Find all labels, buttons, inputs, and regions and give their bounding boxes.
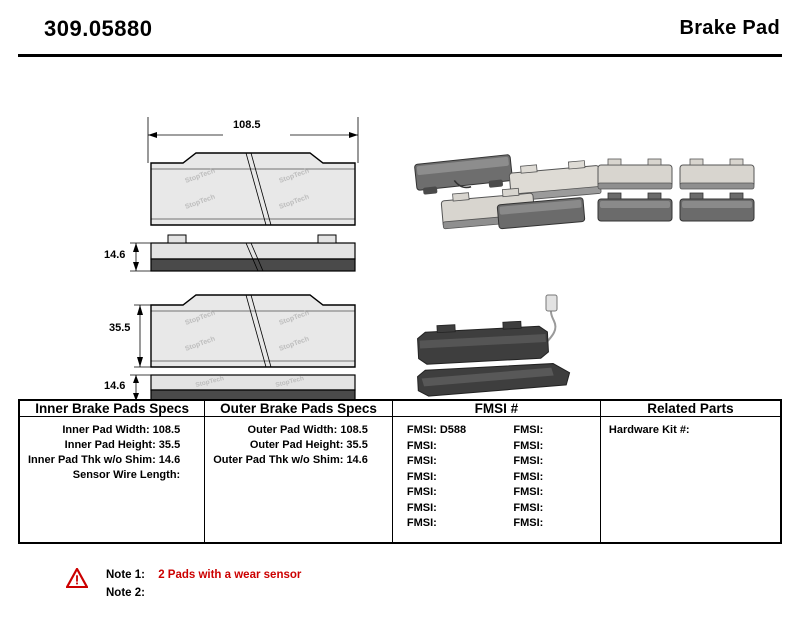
dimension-mid-height: 35.5 — [109, 322, 131, 334]
svg-text:StopTech: StopTech — [184, 309, 217, 327]
fmsi-entry: FMSI: — [513, 517, 544, 529]
column-header-fmsi: FMSI # — [392, 400, 600, 417]
fmsi-entry: FMSI: — [513, 455, 544, 467]
warning-icon — [66, 568, 88, 588]
spec-inner-thickness: Inner Pad Thk w/o Shim: 14.6 — [28, 454, 181, 466]
spec-outer-width: Outer Pad Width: 108.5 — [247, 424, 368, 436]
cell-related-parts — [600, 417, 781, 543]
spec-inner-width: Inner Pad Width: 108.5 — [62, 424, 181, 436]
column-header-inner-specs: Inner Brake Pads Specs — [19, 400, 205, 417]
fmsi-entry: FMSI: — [406, 486, 437, 498]
note-1-value: 2 Pads with a wear sensor — [158, 569, 302, 581]
spec-sheet — [18, 14, 782, 604]
cell-outer-specs — [205, 417, 393, 543]
svg-text:StopTech: StopTech — [274, 375, 305, 389]
note-1-row — [106, 569, 301, 581]
cell-fmsi — [392, 417, 600, 543]
svg-text:StopTech: StopTech — [184, 193, 217, 211]
fmsi-entry: FMSI: — [406, 455, 437, 467]
cell-inner-specs — [19, 417, 205, 543]
svg-text:StopTech: StopTech — [278, 309, 311, 327]
svg-text:StopTech: StopTech — [278, 193, 311, 211]
sheet-header — [18, 14, 782, 57]
hardware-kit-number: Hardware Kit #: — [608, 424, 690, 436]
fmsi-entry: FMSI: — [513, 501, 544, 514]
fmsi-column-left — [393, 423, 486, 532]
note-2-label: Note 2: — [106, 587, 145, 599]
dimension-bottom-thickness: 14.6 — [104, 380, 126, 392]
pad-edge-view-bottom — [130, 375, 355, 401]
spec-outer-height: Outer Pad Height: 35.5 — [249, 439, 368, 451]
fmsi-column-right — [485, 423, 592, 532]
spec-outer-thickness: Outer Pad Thk w/o Shim: 14.6 — [213, 454, 368, 466]
pad-front-view-bottom — [134, 295, 355, 367]
spec-sensor-wire-length: Sensor Wire Length: — [72, 469, 181, 481]
svg-text:StopTech: StopTech — [184, 167, 217, 185]
pad-front-view-top — [151, 153, 355, 225]
fmsi-entry: FMSI: — [513, 424, 544, 436]
page-title: Brake Pad — [679, 17, 780, 39]
column-header-related-parts: Related Parts — [600, 400, 781, 417]
svg-text:StopTech: StopTech — [278, 335, 311, 353]
fmsi-entry: FMSI: — [513, 470, 544, 483]
specifications-table — [18, 399, 782, 544]
product-photo-upper-left-group — [414, 154, 601, 228]
table-body-row — [19, 417, 781, 543]
table-header-row — [19, 400, 781, 417]
product-photo-sensor-pad-group — [417, 295, 570, 397]
svg-text:StopTech: StopTech — [184, 335, 217, 353]
dimension-top-width: 108.5 — [233, 119, 261, 131]
part-number: 309.05880 — [44, 16, 153, 41]
product-photo-upper-right-group — [598, 159, 754, 221]
fmsi-entry: FMSI: — [406, 470, 437, 483]
column-header-outer-specs: Outer Brake Pads Specs — [205, 400, 393, 417]
svg-text:StopTech: StopTech — [194, 375, 225, 389]
note-1-label: Note 1: — [106, 569, 145, 581]
fmsi-entry: FMSI: — [513, 486, 544, 498]
brake-pad-illustration — [18, 57, 782, 402]
technical-drawing-area — [18, 57, 782, 397]
fmsi-entry: FMSI: — [513, 439, 544, 452]
fmsi-entry: FMSI: — [406, 439, 437, 452]
spec-inner-height: Inner Pad Height: 35.5 — [64, 439, 181, 451]
fmsi-entry: FMSI: — [406, 517, 437, 529]
pad-edge-view-top — [130, 235, 355, 271]
svg-text:StopTech: StopTech — [278, 167, 311, 185]
fmsi-entry: FMSI: — [406, 501, 437, 514]
notes-section — [18, 559, 782, 604]
fmsi-entry: FMSI: D588 — [406, 424, 467, 436]
note-2-row — [106, 587, 155, 599]
dimension-top-thickness: 14.6 — [104, 249, 126, 261]
